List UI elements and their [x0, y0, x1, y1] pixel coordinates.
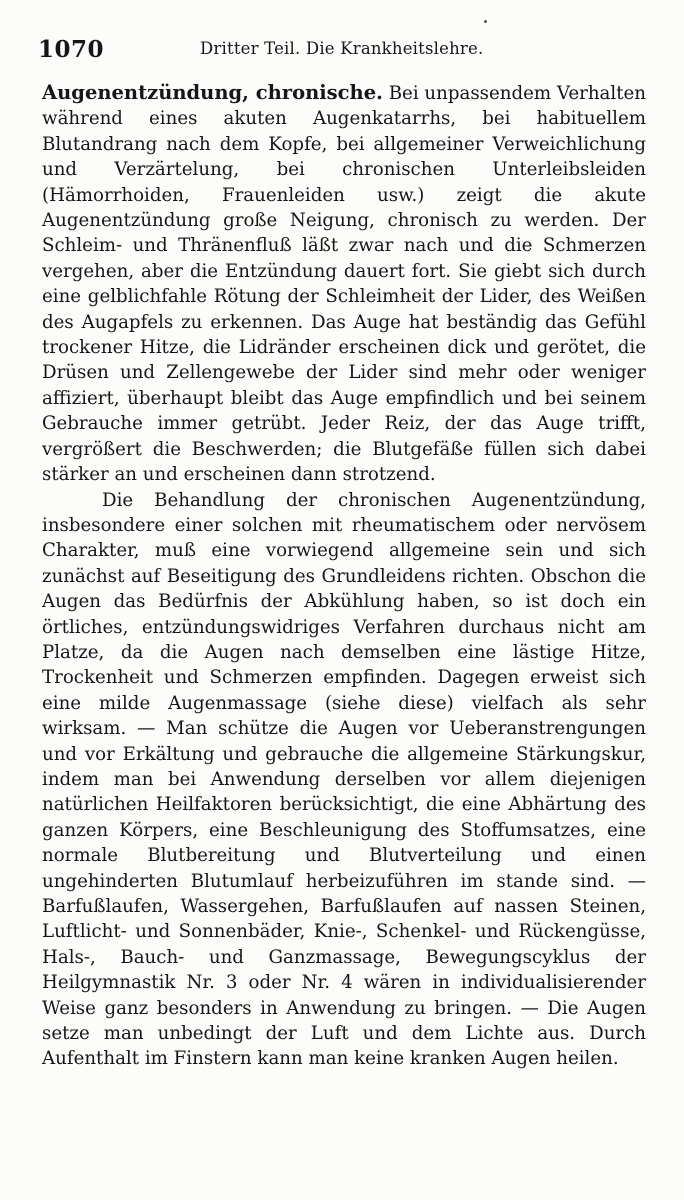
paragraph-1-text: Bei unpassendem Verhalten während eines akuten Augenkatarrhs, bei habituellem Blutandrang nach dem Kopfe, bei allgemeiner Verweichlichung und Verzärtelung, bei chronischen Unterleibsleiden (Hämorrhoiden, Frauenleiden usw.) zeigt die akute Augenentzündung große Neigung, chronisch zu werden. Der Schleim- und Thränenfluß läßt zwar nach und die Schmerzen vergehen, aber die Entzündung dauert fort. Sie giebt sich durch eine gelblichfahle Rötung der Schleimheit der Lider, des Weißen des Augapfels zu erkennen. Das Auge hat beständig das Gefühl trockener Hitze, die Lidränder erscheinen dick und gerötet, die Drüsen und Zellengewebe der Lider sind mehr oder weniger affiziert, überhaupt bleibt das Auge empfindlich und bei seinem Gebrauche immer getrübt. Jeder Reiz, der das Auge trifft, vergrößert die Beschwerden; die Blutgefäße füllen sich dabei stärker an und erscheinen dann strotzend. — [42, 83, 646, 486]
print-speck — [484, 20, 487, 23]
paragraph-2-text: Die Behandlung der chronischen Augenentzündung, insbesondere einer solchen mit rheumatischem oder nervösem Charakter, muß eine vorwiegend allgemeine sein und sich zunächst auf Beseitigung des Grundleidens richten. Obschon die Augen das Bedürfnis der Abkühlung haben, so ist doch ein örtliches, entzündungswidriges Verfahren durchaus nicht am Platze, da die Augen nach demselben eine lästige Hitze, Trockenheit und Schmerzen empfinden. Dagegen erweist sich eine milde Augenmassage (siehe diese) vielfach als sehr wirksam. — Man schütze die Augen vor Ueberanstrengungen und vor Erkältung und gebrauche die allgemeine Stärkungskur, indem man bei Anwendung derselben vor allem diejenigen natürlichen Heilfaktoren berücksichtigt, die eine Abhärtung des ganzen Körpers, eine Beschleunigung des Stoffumsatzes, eine normale Blutbereitung und Blutverteilung und einen ungehinderten Blutumlauf herbeizuführen im stande sind. — Barfußlaufen, Wassergehen, Barfußlaufen auf nassen Steinen, Luftlicht- und Sonnenbäder, Knie-, Schenkel- und Rückengüsse, Hals-, Bauch- und Ganzmassage, Bewegungscyklus der Heilgymnastik Nr. 3 oder Nr. 4 wären in individualisierender Weise ganz besonders in Anwendung zu bringen. — Die Augen setze man unbedingt der Luft und dem Lichte aus. Durch Aufenthalt im Finstern kann man keine kranken Augen heilen. — [42, 489, 646, 1070]
running-head: Dritter Teil. Die Krankheitslehre. — [200, 39, 484, 58]
paragraph-1 — [42, 80, 646, 488]
article-heading: Augenentzündung, chronische. — [42, 81, 383, 104]
paragraph-2 — [42, 488, 646, 1072]
article-body — [42, 80, 646, 1072]
page-header — [38, 36, 648, 70]
page-number: 1070 — [38, 36, 105, 63]
